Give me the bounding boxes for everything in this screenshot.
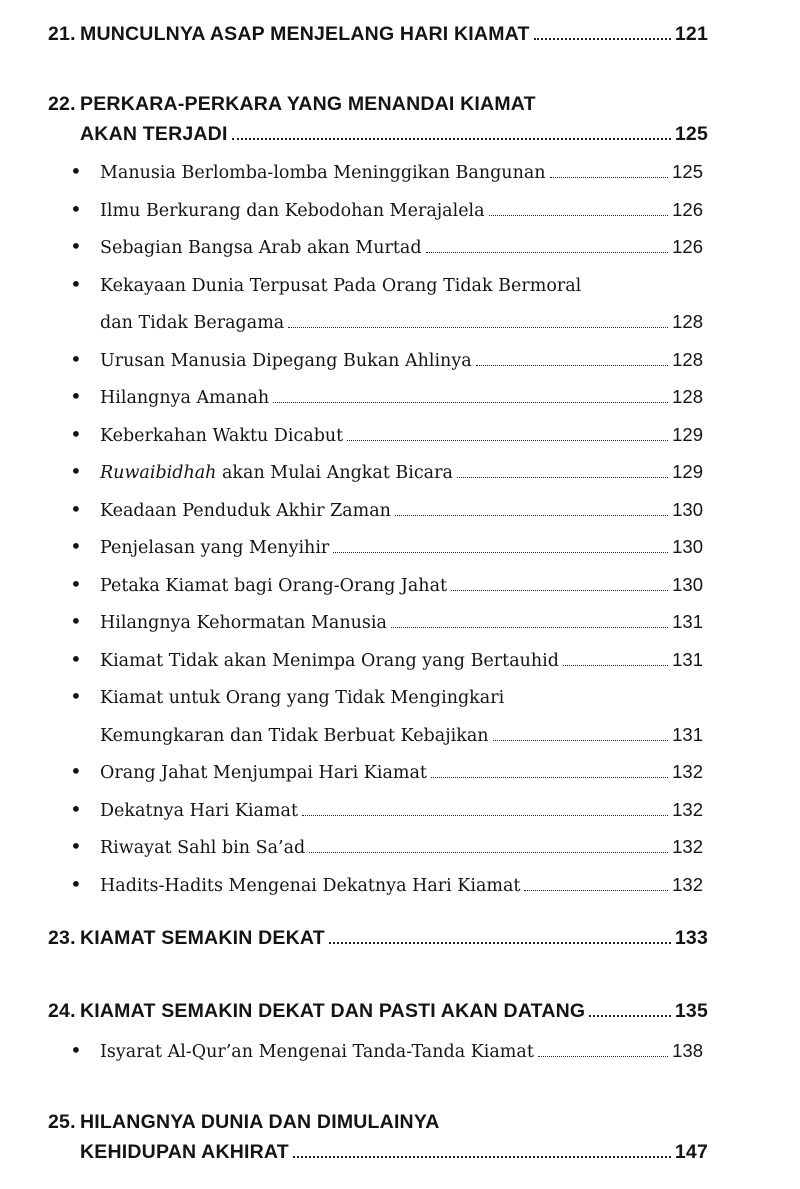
dot-leader xyxy=(493,740,669,741)
dot-leader xyxy=(524,890,668,891)
bullet-icon: • xyxy=(70,234,82,258)
dot-leader xyxy=(489,215,669,216)
toc-subsection[interactable] xyxy=(70,791,703,829)
toc-subsection[interactable] xyxy=(70,416,703,454)
dot-leader xyxy=(457,477,668,478)
toc-subsection[interactable] xyxy=(70,341,703,379)
dot-leader xyxy=(391,627,668,628)
toc-chapter-21[interactable] xyxy=(48,16,708,52)
subsection-title: Kiamat Tidak akan Menimpa Orang yang Bertauhid xyxy=(100,650,559,671)
toc-subsection[interactable] xyxy=(70,528,703,566)
chapter-title-continued: AKAN TERJADI xyxy=(80,123,228,145)
bullet-icon: • xyxy=(70,159,82,183)
subsection-title: Hilangnya Kehormatan Manusia xyxy=(100,613,387,633)
toc-subsection[interactable] xyxy=(70,828,703,866)
page-number: 131 xyxy=(672,611,703,632)
chapter-title: KIAMAT SEMAKIN DEKAT xyxy=(80,927,325,949)
page-number: 147 xyxy=(674,1141,708,1163)
subsection-title: Sebagian Bangsa Arab akan Murtad xyxy=(100,238,422,258)
chapter-title: KIAMAT SEMAKIN DEKAT DAN PASTI AKAN DATANG xyxy=(80,1000,586,1022)
subsection-title-italic: Ruwaibidhah xyxy=(100,463,217,483)
bullet-icon: • xyxy=(70,459,82,483)
bullet-icon: • xyxy=(70,534,82,558)
subsection-title: Kekayaan Dunia Terpusat Pada Orang Tidak Bermoral xyxy=(100,275,582,296)
dot-leader xyxy=(538,1056,668,1057)
subsection-title: Ilmu Berkurang dan Kebodohan Merajalela xyxy=(100,200,485,221)
subsection-title-continued: Kemungkaran dan Tidak Berbuat Kebajikan xyxy=(100,725,489,746)
chapter-number: 23. xyxy=(48,927,76,949)
chapter-title: MUNCULNYA ASAP MENJELANG HARI KIAMAT xyxy=(80,23,530,45)
subsection-title: Keberkahan Waktu Dicabut xyxy=(100,425,344,446)
page-number: 133 xyxy=(674,927,708,949)
chapter-number: 24. xyxy=(48,1000,76,1022)
chapter-24-subsections xyxy=(70,1032,703,1070)
toc-subsection[interactable] xyxy=(70,153,703,191)
toc-chapter-22[interactable] xyxy=(48,86,708,152)
dot-leader xyxy=(333,552,668,553)
bullet-icon: • xyxy=(70,421,82,446)
subsection-title: Orang Jahat Menjumpai Hari Kiamat xyxy=(100,763,427,783)
dot-leader xyxy=(451,590,668,591)
toc-subsection[interactable] xyxy=(70,378,703,416)
dot-leader xyxy=(347,440,668,441)
toc-subsection[interactable] xyxy=(70,491,703,529)
toc-subsection[interactable] xyxy=(70,266,703,341)
page-number: 132 xyxy=(672,798,703,820)
toc-subsection[interactable] xyxy=(70,678,703,753)
toc-subsection[interactable] xyxy=(70,566,703,604)
bullet-icon: • xyxy=(70,759,82,783)
page-number: 135 xyxy=(674,1000,708,1022)
toc-subsection[interactable] xyxy=(70,753,703,791)
dot-leader xyxy=(589,1015,671,1017)
bullet-icon: • xyxy=(70,384,82,408)
toc-chapter-25[interactable] xyxy=(48,1104,708,1170)
dot-leader xyxy=(395,515,668,516)
chapter-number: 22. xyxy=(48,93,76,115)
page-number: 130 xyxy=(672,536,703,557)
page-number: 125 xyxy=(674,123,708,145)
chapter-title: HILANGNYA DUNIA DAN DIMULAINYA xyxy=(80,1111,440,1133)
toc-subsection[interactable] xyxy=(70,866,703,904)
toc-subsection[interactable] xyxy=(70,641,703,679)
bullet-icon: • xyxy=(70,571,82,596)
page-number: 129 xyxy=(672,461,703,482)
page-number: 128 xyxy=(672,348,703,370)
dot-leader xyxy=(302,815,668,816)
dot-leader xyxy=(329,942,671,944)
subsection-title: Kiamat untuk Orang yang Tidak Mengingkari xyxy=(100,688,505,708)
bullet-icon: • xyxy=(70,646,82,671)
chapter-title: PERKARA-PERKARA YANG MENANDAI KIAMAT xyxy=(80,93,536,115)
chapter-number: 21. xyxy=(48,23,76,45)
chapter-number: 25. xyxy=(48,1111,76,1133)
bullet-icon: • xyxy=(70,796,82,821)
dot-leader xyxy=(431,777,668,778)
toc-subsection[interactable] xyxy=(70,191,703,229)
dot-leader xyxy=(309,852,668,853)
chapter-title-continued: KEHIDUPAN AKHIRAT xyxy=(80,1141,289,1163)
bullet-icon: • xyxy=(70,196,82,221)
page-number: 128 xyxy=(672,386,703,407)
dot-leader xyxy=(293,1156,671,1158)
bullet-icon: • xyxy=(70,271,82,296)
subsection-title: Hilangnya Amanah xyxy=(100,388,270,408)
bullet-icon: • xyxy=(70,496,82,521)
dot-leader xyxy=(534,38,671,40)
toc-subsection[interactable] xyxy=(70,1032,703,1070)
dot-leader xyxy=(476,365,668,366)
subsection-title: Manusia Berlomba-lomba Meninggikan Bangunan xyxy=(100,163,546,183)
subsection-title: Isyarat Al-Qur’an Mengenai Tanda-Tanda Kiamat xyxy=(100,1042,534,1062)
toc-subsection[interactable] xyxy=(70,228,703,266)
page-number: 131 xyxy=(672,648,703,670)
dot-leader xyxy=(550,177,669,178)
subsection-title-continued: dan Tidak Beragama xyxy=(100,313,285,333)
page-number: 132 xyxy=(672,761,703,782)
dot-leader xyxy=(288,327,668,328)
subsection-title: Keadaan Penduduk Akhir Zaman xyxy=(100,500,391,521)
toc-chapter-23[interactable] xyxy=(48,920,708,956)
page-number: 126 xyxy=(672,198,703,220)
subsection-title: Riwayat Sahl bin Sa’ad xyxy=(100,838,306,858)
toc-subsection[interactable] xyxy=(70,603,703,641)
page-number: 132 xyxy=(672,836,703,857)
subsection-title: akan Mulai Angkat Bicara xyxy=(216,463,453,483)
bullet-icon: • xyxy=(70,871,82,896)
subsection-title: Dekatnya Hari Kiamat xyxy=(100,800,298,821)
bullet-icon: • xyxy=(70,609,82,633)
toc-subsection[interactable] xyxy=(70,453,703,491)
bullet-icon: • xyxy=(70,346,82,371)
subsection-title: Penjelasan yang Menyihir xyxy=(100,538,330,558)
subsection-title: Urusan Manusia Dipegang Bukan Ahlinya xyxy=(100,350,472,371)
dot-leader xyxy=(273,402,668,403)
dot-leader xyxy=(563,665,668,666)
bullet-icon: • xyxy=(70,684,82,708)
page-number: 125 xyxy=(672,161,703,182)
bullet-icon: • xyxy=(70,1038,82,1062)
page-number: 129 xyxy=(672,423,703,445)
page-number: 128 xyxy=(672,311,703,332)
bullet-icon: • xyxy=(70,834,82,858)
toc-chapter-24[interactable] xyxy=(48,993,708,1029)
page-number: 132 xyxy=(672,873,703,895)
page-number: 131 xyxy=(672,723,703,745)
subsection-title: Petaka Kiamat bagi Orang-Orang Jahat xyxy=(100,575,448,596)
subsection-title: Hadits-Hadits Mengenai Dekatnya Hari Kiamat xyxy=(100,875,521,896)
dot-leader xyxy=(232,138,671,140)
dot-leader xyxy=(426,252,669,253)
chapter-22-subsections xyxy=(70,153,703,903)
page-number: 121 xyxy=(674,23,708,45)
page-number: 130 xyxy=(672,498,703,520)
page-number: 138 xyxy=(672,1040,703,1061)
page-number: 126 xyxy=(672,236,703,257)
page-number: 130 xyxy=(672,573,703,595)
